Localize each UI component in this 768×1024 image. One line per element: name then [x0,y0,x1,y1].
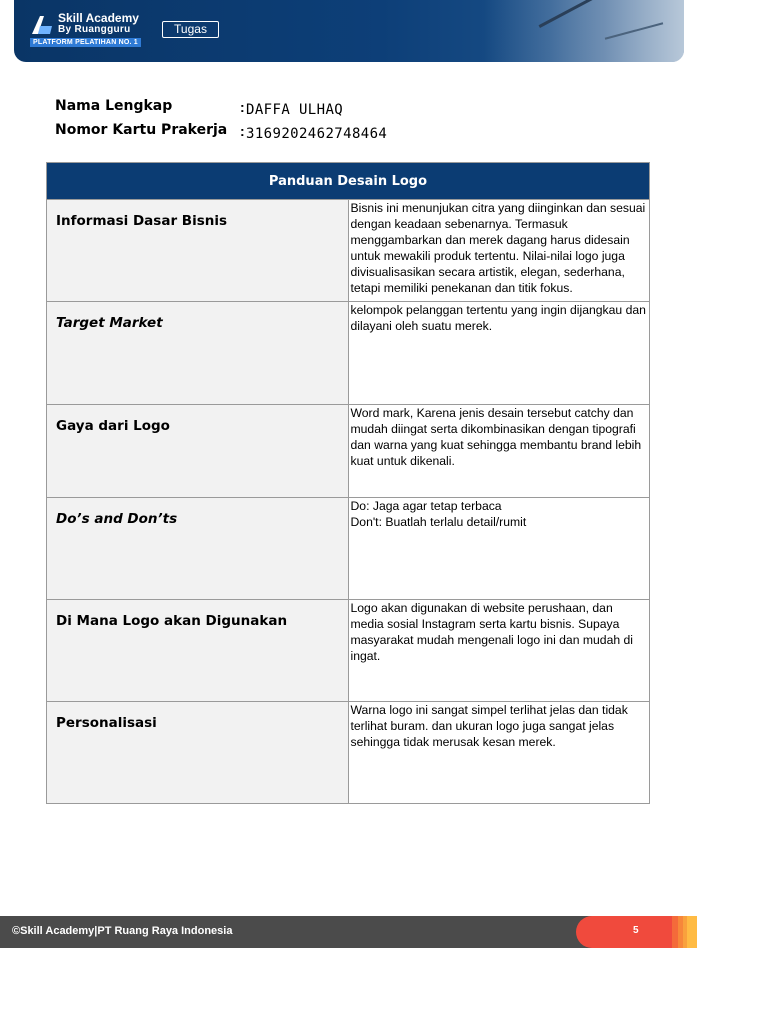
row-label-target-market: Target Market [47,302,349,405]
table-row [47,600,650,702]
table-row [47,302,650,405]
table-row [47,405,650,498]
brand-subtitle: By Ruangguru [58,24,131,35]
footer-bar [0,916,697,948]
row-value-dos-donts [348,498,650,600]
row-value-target-market: kelompok pelanggan tertentu yang ingin dijangkau dan dilayani oleh suatu merek. [348,302,650,405]
row-label-personalization: Personalisasi [47,702,349,804]
logo-guide-table [46,162,650,804]
row-value-personalization: Warna logo ini sangat simpel terlihat jelas dan tidak terlihat buram. dan ukuran logo juga sangat jelas sehingga tidak merusak kesan merek. [348,702,650,804]
name-value: DAFFA ULHAQ [246,102,344,118]
table-row [47,702,650,804]
page-number-pill [576,916,672,948]
row-label-logo-style: Gaya dari Logo [47,405,349,498]
card-number-value: 3169202462748464 [246,126,388,142]
card-number-label: Nomor Kartu Prakerja [55,122,228,138]
brand-name: Skill Academy [58,11,139,25]
name-colon: : [240,99,245,115]
row-label-dos-donts: Do’s and Don’ts [47,498,349,600]
row-label-business-info: Informasi Dasar Bisnis [47,200,349,302]
footer-stripe [687,916,697,948]
page-number: 5 [633,925,639,936]
table-row [47,200,650,302]
row-value-logo-style: Word mark, Karena jenis desain tersebut catchy dan mudah diingat serta dikombinasikan dengan tipografi dan warna yang kuat sehingga membantu brand lebih kuat untuk dikenali. [348,405,650,498]
skill-academy-logo-icon [30,14,54,36]
name-label: Nama Lengkap [55,98,173,114]
brand-tagline: PLATFORM PELATIHAN NO. 1 [30,38,141,47]
dos-line: Do: Jaga agar tetap terbaca [350,499,502,513]
table-row [47,498,650,600]
header-photo [484,0,684,62]
tugas-badge: Tugas [162,21,219,38]
row-value-logo-usage: Logo akan digunakan di website perushaan, dan media sosial Instagram serta kartu bisnis. Supaya masyarakat mudah mengenali logo ini dan mudah di ingat. [348,600,650,702]
table-title: Panduan Desain Logo [47,163,650,200]
donts-line: Don't: Buatlah terlalu detail/rumit [350,515,527,529]
header-banner [14,0,684,62]
card-number-colon: : [240,123,245,139]
footer-copyright: ©Skill Academy|PT Ruang Raya Indonesia [12,925,233,937]
row-label-logo-usage: Di Mana Logo akan Digunakan [47,600,349,702]
row-value-business-info: Bisnis ini menunjukan citra yang diinginkan dan sesuai dengan keadaan sebenarnya. Termasuk menggambarkan dan merek dagang harus didesain untuk mewakili produk tertentu. Nilai-nilai logo juga divisualisasikan secara artistik, elegan, sederhana, tetapi memiliki penekanan dan titik fokus. [348,200,650,302]
